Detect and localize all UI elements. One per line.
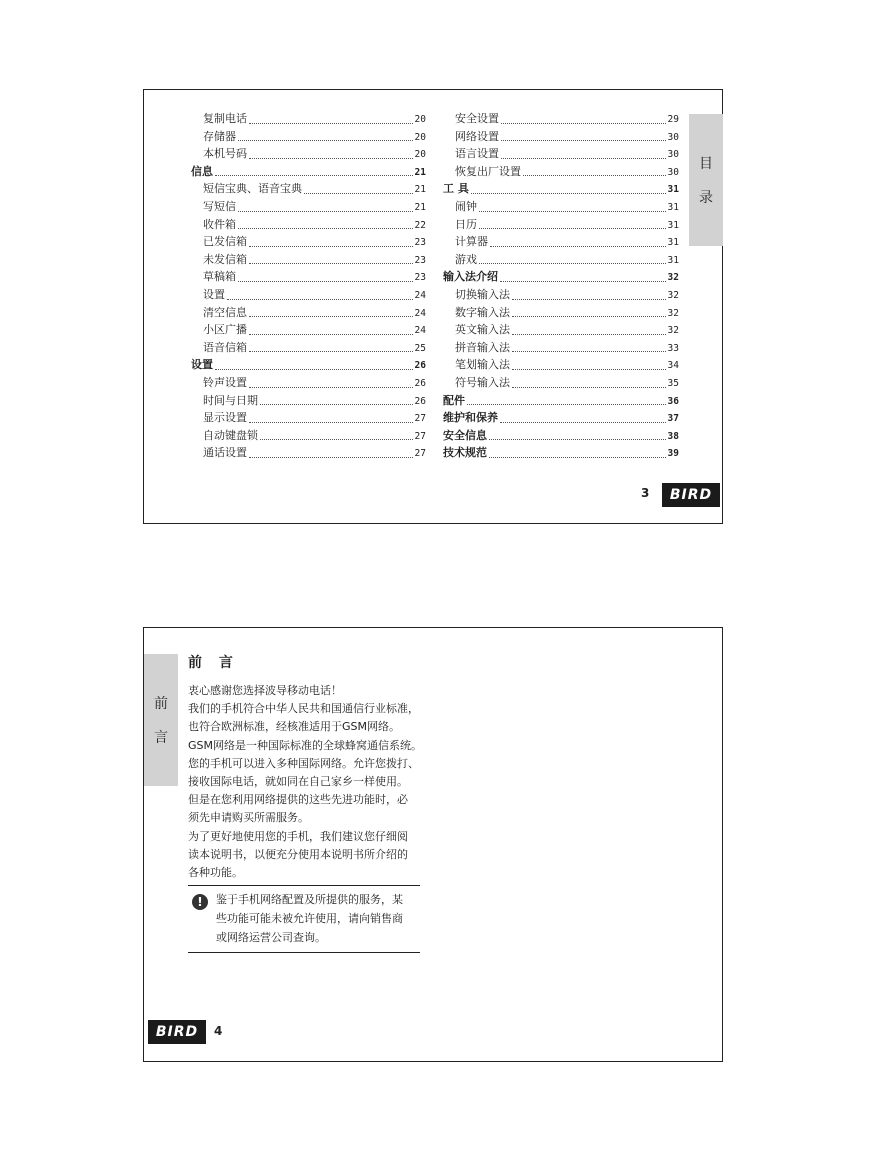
toc-entry-page: 33 [667, 342, 679, 354]
toc-leader-dots [249, 157, 413, 159]
toc-entry-page: 31 [667, 219, 679, 231]
toc-section [443, 427, 679, 445]
toc-entry-title: 时间与日期 [203, 393, 258, 407]
toc-entry-page: 26 [414, 360, 426, 372]
toc-leader-dots [249, 122, 413, 124]
toc-leader-dots [304, 192, 413, 194]
toc-entry-page: 39 [667, 448, 679, 460]
note-line: 些功能可能未被允许使用，请向销售商 [216, 912, 403, 925]
toc-entry [443, 374, 679, 392]
toc-entry-page: 32 [667, 272, 679, 284]
preface-line: 我们的手机符合中华人民共和国通信行业标准， [188, 702, 419, 716]
toc-entry-title: 语言设置 [455, 147, 499, 161]
toc-entry-page: 23 [414, 254, 426, 266]
toc-entry-title: 显示设置 [203, 411, 247, 425]
toc-entry [443, 339, 679, 357]
toc-entry-title: 未发信箱 [203, 252, 247, 266]
toc-entry-title: 清空信息 [203, 305, 247, 319]
toc-entry-page: 29 [667, 114, 679, 125]
toc-leader-dots [500, 421, 666, 423]
toc-leader-dots [238, 210, 413, 212]
note-text [216, 890, 403, 947]
preface-line: 为了更好地使用您的手机，我们建议您仔细阅 [188, 829, 408, 843]
toc-leader-dots [490, 245, 666, 247]
toc-section [443, 409, 679, 427]
toc-leader-dots [260, 438, 413, 440]
toc-leader-dots [238, 280, 413, 282]
toc-entry [191, 128, 426, 146]
toc-entry-title: 英文输入法 [455, 323, 510, 337]
toc-leader-dots [249, 262, 413, 264]
toc-entry-title: 小区广播 [203, 323, 247, 337]
toc-entry-page: 25 [414, 342, 426, 354]
toc-entry [191, 427, 426, 445]
toc-entry [191, 145, 426, 163]
toc-entry-title: 设置 [203, 287, 225, 301]
contents-tab-char-2: 录 [699, 190, 713, 206]
toc-entry-page: 30 [667, 149, 679, 161]
toc-leader-dots [512, 315, 666, 317]
toc-entry [191, 251, 426, 269]
toc-entry-title: 游戏 [455, 252, 477, 266]
toc-entry-title: 通话设置 [203, 446, 247, 460]
toc-entry-page: 24 [414, 289, 426, 301]
toc-entry [443, 286, 679, 304]
toc-entry [443, 356, 679, 374]
toc-entry-page: 36 [667, 395, 679, 407]
toc-leader-dots [238, 227, 413, 229]
toc-leader-dots [249, 386, 413, 388]
toc-entry-title: 恢复出厂设置 [455, 164, 521, 178]
toc-entry-title: 存储器 [203, 129, 236, 143]
toc-leader-dots [471, 192, 666, 194]
toc-entry-page: 24 [414, 307, 426, 319]
toc-entry-title: 日历 [455, 217, 477, 231]
toc-entry-title: 切换输入法 [455, 287, 510, 301]
toc-entry-page: 20 [414, 114, 426, 125]
toc-leader-dots [249, 245, 413, 247]
toc-entry-title: 配件 [443, 393, 465, 407]
toc-entry-page: 22 [414, 219, 426, 231]
toc-entry-page: 32 [667, 307, 679, 319]
toc-entry-title: 草稿箱 [203, 270, 236, 284]
toc-entry-page: 26 [414, 395, 426, 407]
toc-entry [443, 233, 679, 251]
toc-leader-dots [512, 386, 666, 388]
toc-entry-title: 技术规范 [443, 446, 487, 460]
page-number: 4 [214, 1024, 223, 1038]
toc-left-column [191, 110, 426, 462]
toc-entry [191, 286, 426, 304]
preface-line: 须先申请购买所需服务。 [188, 811, 309, 825]
toc-entry-page: 21 [414, 166, 426, 178]
toc-entry-title: 输入法介绍 [443, 270, 498, 284]
toc-entry-title: 数字输入法 [455, 305, 510, 319]
toc-entry [443, 163, 679, 181]
page-4 [143, 627, 723, 1062]
bird-logo: BIRD [148, 1020, 206, 1044]
toc-entry-page: 32 [667, 289, 679, 301]
toc-leader-dots [501, 122, 666, 124]
toc-entry [191, 198, 426, 216]
toc-section [191, 356, 426, 374]
toc-leader-dots [215, 368, 413, 370]
toc-entry [191, 304, 426, 322]
preface-line: 各种功能。 [188, 866, 243, 880]
toc-entry-title: 安全信息 [443, 428, 487, 442]
toc-entry-title: 拼音输入法 [455, 340, 510, 354]
toc-entry-page: 24 [414, 325, 426, 337]
toc-leader-dots [467, 403, 666, 405]
toc-entry [191, 339, 426, 357]
toc-entry [191, 392, 426, 410]
preface-line: 也符合欧洲标准，经核准适用于GSM网络。 [188, 720, 400, 734]
page-3 [143, 89, 723, 524]
toc-entry [191, 444, 426, 462]
toc-leader-dots [249, 315, 413, 317]
toc-leader-dots [479, 262, 666, 264]
note-line: 鉴于手机网络配置及所提供的服务，某 [216, 893, 403, 906]
toc-entry-title: 收件箱 [203, 217, 236, 231]
toc-entry-page: 34 [667, 360, 679, 372]
toc-entry [191, 321, 426, 339]
toc-leader-dots [260, 403, 413, 405]
toc-entry-page: 38 [667, 430, 679, 442]
toc-entry-page: 35 [667, 377, 679, 389]
toc-entry-page: 31 [667, 237, 679, 249]
toc-leader-dots [227, 298, 413, 300]
toc-section [443, 444, 679, 462]
toc-entry-page: 31 [667, 184, 679, 196]
toc-entry-title: 维护和保养 [443, 411, 498, 425]
toc-entry-title: 设置 [191, 358, 213, 372]
toc-entry [443, 216, 679, 234]
toc-leader-dots [501, 139, 666, 141]
toc-entry-title: 笔划输入法 [455, 358, 510, 372]
toc-entry [443, 110, 679, 128]
exclamation-icon: ! [192, 894, 208, 910]
toc-entry [191, 374, 426, 392]
preface-line: 您的手机可以进入多种国际网络。允许您拨打、 [188, 756, 419, 770]
toc-entry-page: 23 [414, 237, 426, 249]
toc-entry-page: 27 [414, 413, 426, 425]
toc-entry-page: 27 [414, 430, 426, 442]
toc-leader-dots [215, 174, 413, 176]
preface-title: 前 言 [188, 655, 239, 671]
toc-section [443, 268, 679, 286]
toc-section [443, 392, 679, 410]
toc-leader-dots [249, 421, 413, 423]
toc-entry-page: 21 [414, 201, 426, 213]
toc-entry-page: 37 [667, 413, 679, 425]
toc-leader-dots [249, 456, 413, 458]
preface-line: 但是在您利用网络提供的这些先进功能时，必 [188, 793, 408, 807]
preface-body [188, 682, 438, 882]
toc-entry [443, 304, 679, 322]
toc-entry-page: 23 [414, 272, 426, 284]
toc-entry [443, 198, 679, 216]
preface-tab-char-2: 言 [154, 730, 168, 746]
toc-entry [443, 251, 679, 269]
toc-leader-dots [489, 456, 666, 458]
toc-entry [443, 128, 679, 146]
preface-tab [144, 654, 178, 786]
toc-leader-dots [249, 350, 413, 352]
note-line: 或网络运营公司查询。 [216, 931, 326, 944]
toc-entry-title: 计算器 [455, 235, 488, 249]
toc-entry [443, 145, 679, 163]
toc-entry-page: 21 [414, 184, 426, 196]
toc-entry-title: 写短信 [203, 199, 236, 213]
preface-line: GSM网络是一种国际标准的全球蜂窝通信系统。 [188, 738, 422, 752]
toc-entry-title: 已发信箱 [203, 235, 247, 249]
toc-leader-dots [489, 438, 666, 440]
toc-leader-dots [512, 368, 666, 370]
toc-entry-title: 符号输入法 [455, 375, 510, 389]
toc-entry [191, 409, 426, 427]
note-box [188, 885, 420, 953]
preface-tab-char-1: 前 [154, 696, 168, 712]
toc-entry [191, 216, 426, 234]
toc-entry-page: 30 [667, 166, 679, 178]
toc-entry-page: 32 [667, 325, 679, 337]
toc-leader-dots [523, 174, 666, 176]
toc-entry-title: 语音信箱 [203, 340, 247, 354]
toc-entry-title: 网络设置 [455, 129, 499, 143]
toc-entry-title: 工 具 [443, 182, 469, 196]
toc-leader-dots [501, 157, 666, 159]
toc-leader-dots [512, 298, 666, 300]
preface-line: 接收国际电话，就如同在自己家乡一样使用。 [188, 775, 408, 789]
toc-entry-title: 复制电话 [203, 112, 247, 125]
toc-entry-page: 26 [414, 377, 426, 389]
toc-entry-title: 本机号码 [203, 147, 247, 161]
toc-right-column [443, 110, 679, 462]
toc-leader-dots [512, 350, 666, 352]
toc-leader-dots [512, 333, 666, 335]
toc-entry [191, 233, 426, 251]
toc-entry-title: 短信宝典、语音宝典 [203, 182, 302, 196]
toc-leader-dots [238, 139, 413, 141]
toc-leader-dots [500, 280, 666, 282]
toc-entry-title: 信息 [191, 164, 213, 178]
contents-tab [689, 114, 723, 246]
page-number: 3 [641, 486, 650, 500]
preface-line: 衷心感谢您选择波导移动电话！ [188, 684, 342, 697]
toc-entry-page: 20 [414, 131, 426, 143]
toc-leader-dots [249, 333, 413, 335]
toc-entry [191, 110, 426, 128]
bird-logo: BIRD [662, 483, 720, 507]
toc-entry-page: 30 [667, 131, 679, 143]
toc-entry-title: 闹钟 [455, 199, 477, 213]
toc-entry-title: 自动键盘锁 [203, 428, 258, 442]
toc-entry-page: 20 [414, 149, 426, 161]
toc-leader-dots [479, 210, 666, 212]
toc-entry [191, 180, 426, 198]
toc-entry-page: 27 [414, 448, 426, 460]
toc-entry-page: 31 [667, 254, 679, 266]
toc-entry-title: 铃声设置 [203, 375, 247, 389]
toc-leader-dots [479, 227, 666, 229]
toc-entry-title: 安全设置 [455, 112, 499, 125]
preface-line: 读本说明书，以便充分使用本说明书所介绍的 [188, 847, 408, 861]
toc-section [443, 180, 679, 198]
toc-entry [443, 321, 679, 339]
toc-section [191, 163, 426, 181]
toc-entry-page: 31 [667, 201, 679, 213]
contents-tab-char-1: 目 [699, 156, 713, 172]
toc-entry [191, 268, 426, 286]
